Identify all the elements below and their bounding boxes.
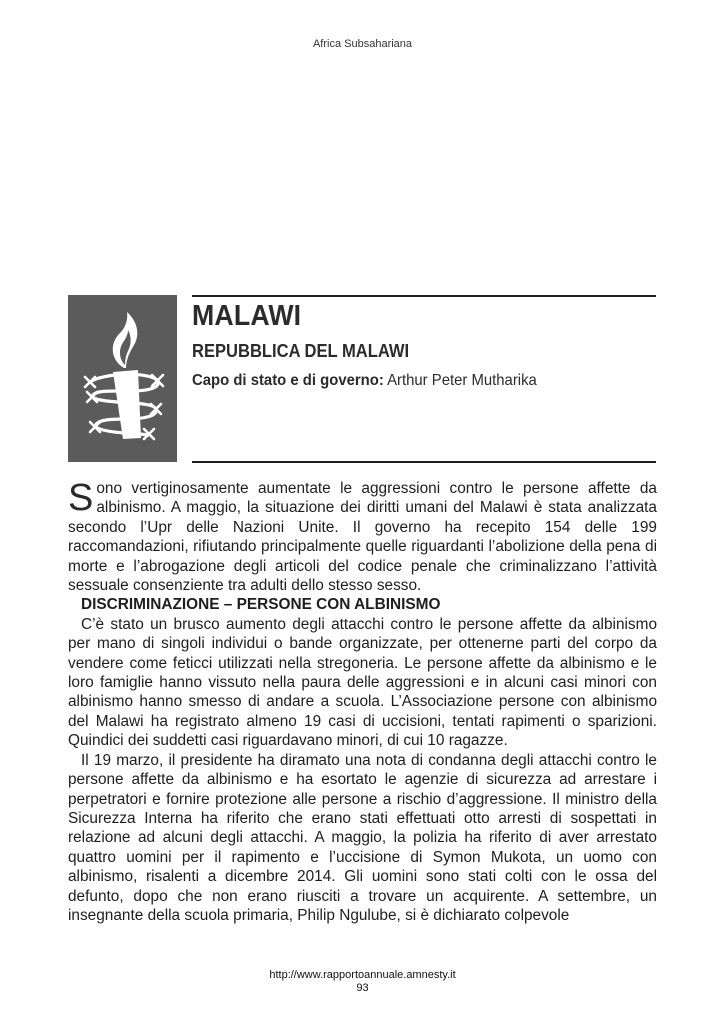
section-paragraph-1: C’è stato un brusco aumento degli attacchi contro le persone affette da albinismo per mano di singoli individui o bande organizzate, per ottenerne parti del corpo da vendere come feticci utilizzati nella stregoneria. Le persone affette da albinismo e le loro famiglie hanno vissuto nella paura delle aggressioni e in alcuni casi minori con albinismo hanno smesso di andare a scuola. L’Associazione persone con albinismo del Malawi ha registrato almeno 19 casi di uccisioni, tentati rapimenti o sparizioni. Quindici dei suddetti casi riguardavano minori, di cui 10 ragazze.: [68, 615, 657, 750]
running-head: Africa Subsahariana: [312, 38, 413, 50]
footer-url: http://www.rapportoannuale.amnesty.it: [269, 969, 456, 981]
amnesty-candle-icon: [68, 295, 177, 462]
section-paragraph-2: Il 19 marzo, il presidente ha diramato una nota di condanna degli attacchi contro le persone affette da albinismo e ha esortato le agenzie di sicurezza ad arrestare i perpetratori e fornire protezione alle persone a rischio d’aggressione. Il ministro della Sicurezza Interna ha riferito che erano stati effettuati otto arresti di sospettati in relazione ad alcuni degli attacchi. A maggio, la polizia ha riferito di aver arrestato quattro uomini per il rapimento e l’uccisione di Symon Mukota, un uomo con albinismo, risalenti a dicembre 2014. Gli uomini sono stati colti con le ossa del defunto, dopo che non erano riusciti a trovare un acquirente. A settembre, un insegnante della scuola primaria, Philip Ngulube, si è dichiarato colpevole: [68, 751, 657, 924]
header-rule-bottom: [192, 461, 656, 463]
page-number: 93: [356, 982, 369, 994]
amnesty-logo: [68, 295, 177, 462]
article-body: [68, 479, 657, 925]
header-rule-top: [192, 295, 656, 297]
intro-text: ono vertiginosamente aumentate le aggressioni contro le persone affette da albinismo. A maggio, la situazione dei diritti umani del Malawi è stata analizzata secondo l’Upr delle Nazioni Unite. Il governo ha recepito 154 delle 199 raccomandazioni, rifiutando principalmente quelle riguardanti l’abolizione della pena di morte e l’abrogazione degli articoli del codice penale che criminalizzano l’attività sessuale consenziente tra adulti dello stesso sesso.: [68, 480, 657, 595]
intro-paragraph: [68, 479, 657, 595]
section-title: DISCRIMINAZIONE – PERSONE CON ALBINISMO: [81, 596, 441, 614]
head-of-state: [192, 372, 537, 390]
official-name: REPUBBLICA DEL MALAWI: [192, 341, 410, 361]
country-name: MALAWI: [192, 300, 302, 332]
head-of-state-label: Capo di stato e di governo:: [192, 372, 384, 389]
head-of-state-value: Arthur Peter Mutharika: [387, 372, 537, 389]
drop-cap: S: [68, 477, 94, 519]
